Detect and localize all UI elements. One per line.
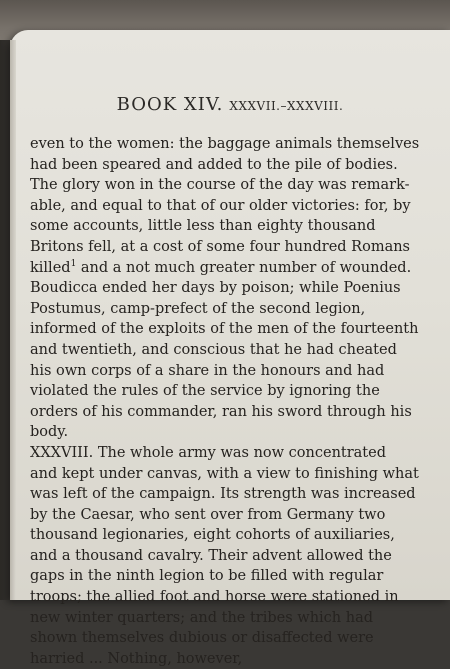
text-line: some accounts, little less than eighty thousand (30, 218, 376, 235)
text-line: The glory won in the course of the day was remark- (30, 177, 410, 194)
text-line: his own corps of a share in the honours and had (30, 362, 385, 379)
chapter-opening-line (30, 443, 448, 464)
text-line: Postumus, camp-prefect of the second legion, (30, 300, 366, 317)
text-line: had been speared and added to the pile of bodies. (30, 156, 398, 173)
book-label: BOOK XIV. (116, 94, 224, 115)
text-line: informed of the exploits of the men of the fourteenth (30, 321, 419, 338)
book-page (10, 30, 450, 667)
text-line: new winter quarters; and the tribes which had (30, 609, 374, 626)
text-line: body. (30, 424, 69, 441)
text-line: troops; the allied foot and horse were stationed in (30, 589, 399, 606)
page-edge (10, 40, 16, 600)
chapter-range: XXXVII.–XXXVIII. (229, 99, 344, 113)
text-line: was left of the campaign. Its strength was increased (30, 486, 416, 503)
text-line: violated the rules of the service by ignoring the (30, 383, 380, 400)
text-line: and a thousand cavalry. Their advent allowed the (30, 547, 392, 564)
text-line: by the Caesar, who sent over from Germany two (30, 506, 386, 523)
text-line-rest: The whole army was now concentrated (97, 444, 386, 461)
text-line: shown themselves dubious or disaffected were (30, 630, 374, 647)
killed-word: killed (30, 259, 71, 276)
text-line: even to the women: the baggage animals themselves (30, 136, 420, 152)
text-line-rest: and a not much greater number of wounded. (80, 259, 412, 276)
text-line: and kept under canvas, with a view to finishing what (30, 465, 419, 482)
text-line: and twentieth, and conscious that he had cheated (30, 341, 397, 358)
text-line: harried ... Nothing, however, (30, 650, 243, 667)
text-block (30, 134, 448, 669)
chapter-number: XXXVIII. (30, 444, 94, 461)
text-line-with-footnote (30, 258, 448, 279)
text-line: orders of his commander, ran his sword through his (30, 403, 412, 420)
text-line: Britons fell, at a cost of some four hundred Romans (30, 238, 410, 255)
footnote-marker[interactable]: 1 (70, 258, 77, 269)
text-line: Boudicca ended her days by poison; while Poenius (30, 280, 401, 297)
text-line: able, and equal to that of our older victories: for, by (30, 197, 411, 214)
text-line: thousand legionaries, eight cohorts of auxiliaries, (30, 527, 395, 544)
text-line: gaps in the ninth legion to be filled with regular (30, 568, 384, 585)
running-header (10, 94, 450, 115)
